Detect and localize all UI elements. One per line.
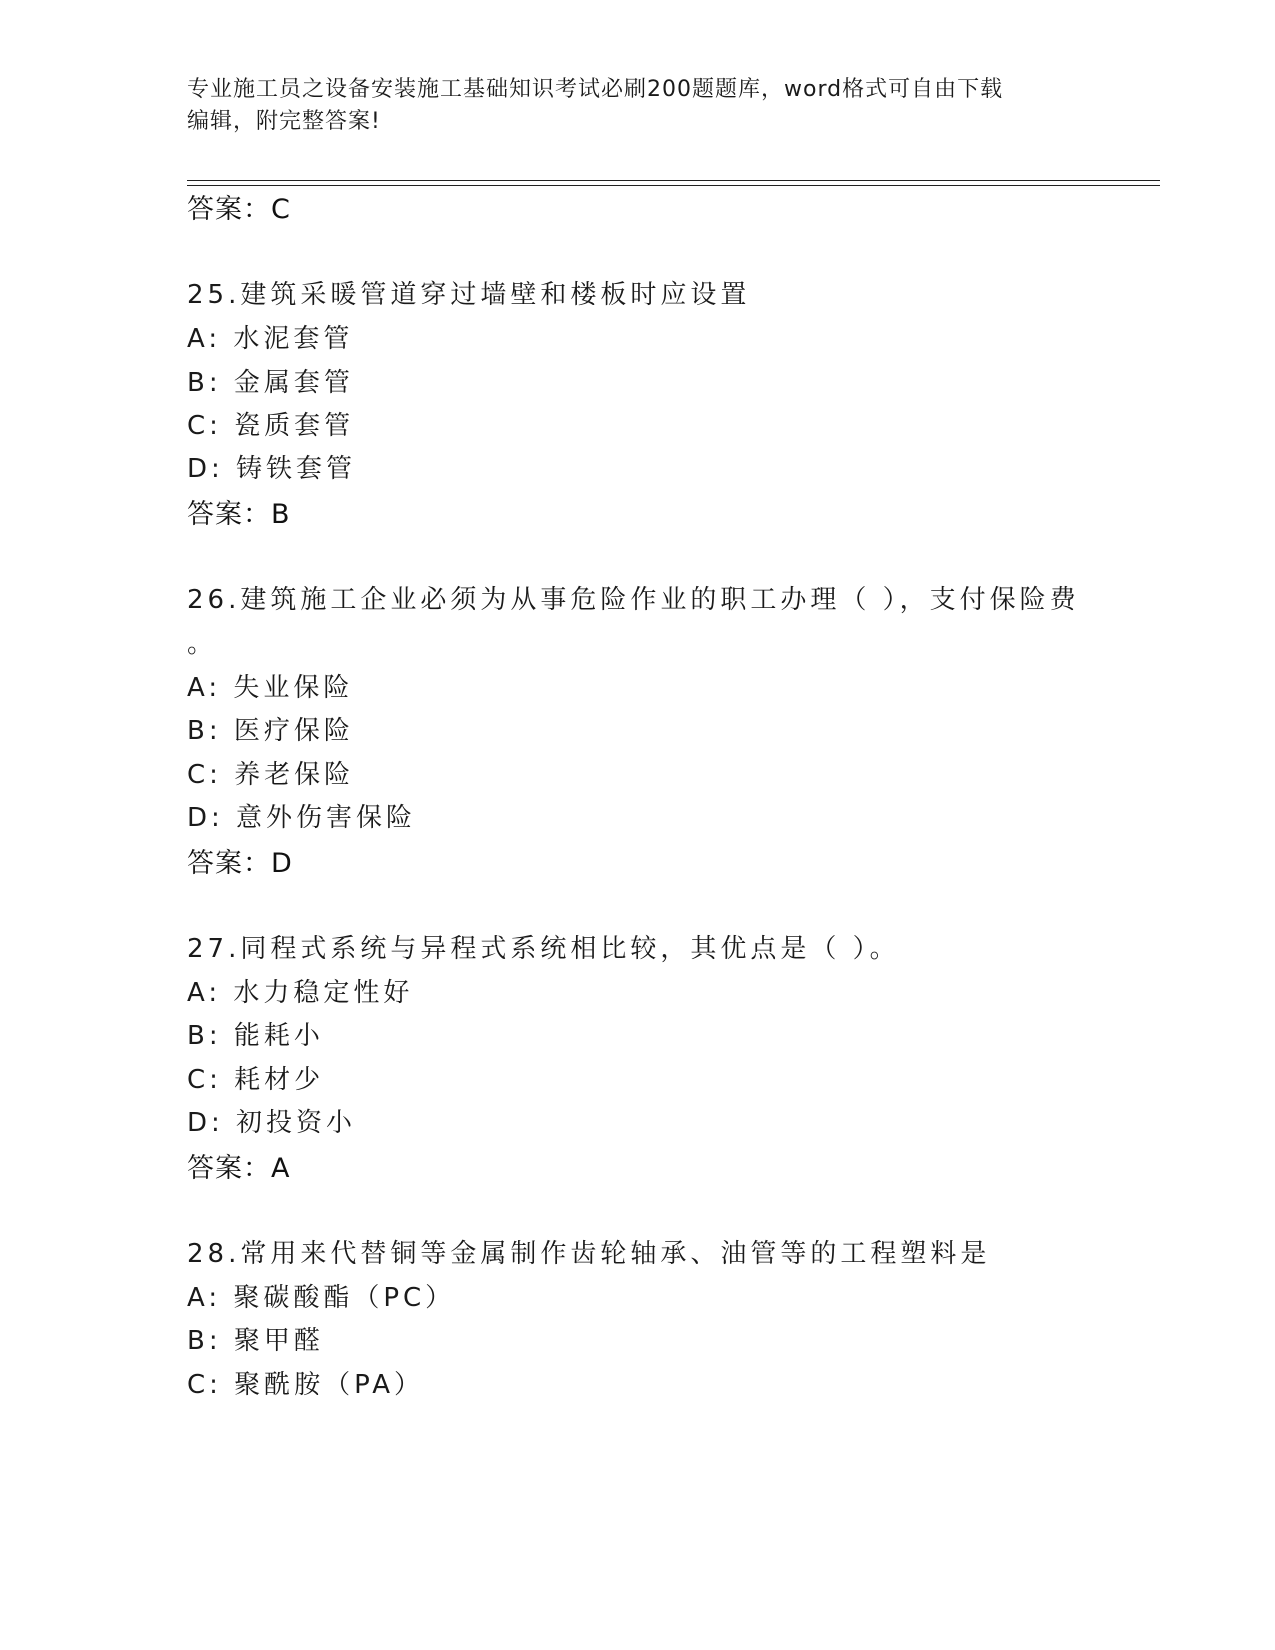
question-26-stem: 26.建筑施工企业必须为从事危险作业的职工办理（ ），支付保险费 [187, 585, 1080, 615]
document-header [187, 74, 1087, 138]
header-line-1: 专业施工员之设备安装施工基础知识考试必刷200题题库，word格式可自由下载 [187, 77, 1004, 102]
question-27-option-a: A: 水力稳定性好 [187, 978, 414, 1008]
question-26-stem-continuation: 。 [187, 629, 218, 659]
question-25-option-a: A: 水泥套管 [187, 324, 354, 354]
question-28-option-b: B: 聚甲醛 [187, 1326, 324, 1356]
header-divider-top [187, 180, 1160, 181]
question-25-option-d: D: 铸铁套管 [187, 454, 357, 484]
question-25-option-b: B: 金属套管 [187, 368, 354, 398]
question-28-option-c: C: 聚酰胺（PA） [187, 1370, 424, 1400]
question-25-option-c: C: 瓷质套管 [187, 411, 355, 441]
question-27-stem: 27.同程式系统与异程式系统相比较，其优点是（ ）。 [187, 934, 900, 964]
question-27-answer: 答案：A [187, 1153, 291, 1184]
header-line-2: 编辑，附完整答案! [187, 109, 381, 134]
answer-prev: 答案：C [187, 194, 291, 225]
question-26-option-c: C: 养老保险 [187, 760, 355, 790]
question-27-option-b: B: 能耗小 [187, 1021, 324, 1051]
question-26-option-b: B: 医疗保险 [187, 716, 354, 746]
question-27-option-d: D: 初投资小 [187, 1108, 357, 1138]
question-28-option-a: A: 聚碳酸酯（PC） [187, 1283, 456, 1313]
question-27-option-c: C: 耗材少 [187, 1065, 325, 1095]
question-26-answer: 答案：D [187, 848, 293, 879]
header-divider-bottom [187, 185, 1160, 186]
question-26-option-a: A: 失业保险 [187, 673, 354, 703]
question-26-option-d: D: 意外伤害保险 [187, 803, 417, 833]
question-25-stem: 25.建筑采暖管道穿过墙壁和楼板时应设置 [187, 280, 751, 310]
question-28-stem: 28.常用来代替铜等金属制作齿轮轴承、油管等的工程塑料是 [187, 1239, 991, 1269]
question-25-answer: 答案：B [187, 499, 291, 530]
